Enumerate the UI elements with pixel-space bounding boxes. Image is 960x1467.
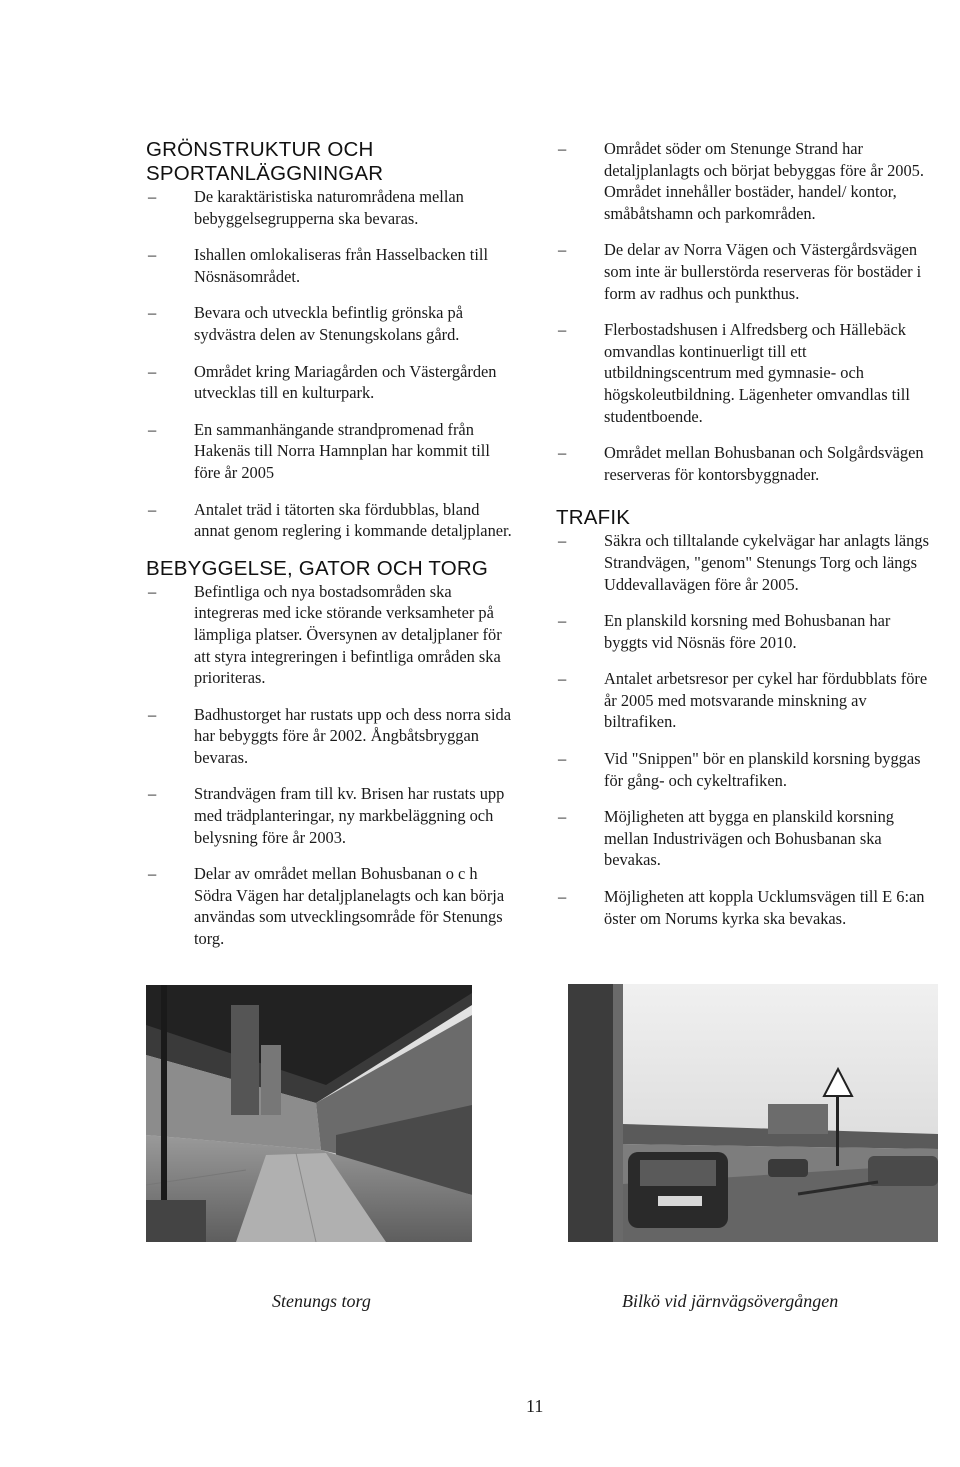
bullet-list: [556, 530, 936, 929]
list-item: [146, 863, 518, 949]
list-item-text: Möjligheten att bygga en planskild korsning mellan Industrivägen och Bohusbanan ska bevakas.: [604, 807, 894, 870]
list-item: [146, 581, 518, 689]
list-item-text: Området söder om Stenunge Strand har detaljplanlagts och börjat bebyggas före år 2005. Området innehåller bostäder, handel/ kontor, småbåtshamn och parkområden.: [604, 139, 924, 223]
list-item: [556, 886, 936, 929]
list-item-text: Ishallen omlokaliseras från Hasselbacken till Nösnäsområdet.: [194, 245, 489, 286]
list-item: [556, 668, 936, 733]
dash-marker: –: [148, 704, 157, 724]
photo-stenungs-torg-image: [146, 985, 472, 1242]
list-item: [146, 704, 518, 769]
section-bostader: [556, 138, 936, 485]
list-item: [556, 748, 936, 791]
list-item: [146, 244, 518, 287]
list-item-text: De delar av Norra Vägen och Västergårdsvägen som inte är bullerstörda reserveras för bostäder i form av radhus och punkthus.: [604, 240, 922, 303]
list-item-text: Antalet träd i tätorten ska fördubblas, bland annat genom reglering i kommande detaljplaner.: [194, 499, 512, 541]
dash-marker: –: [558, 139, 567, 158]
list-item-text: Antalet arbetsresor per cykel har fördubblats före år 2005 med motsvarande minskning av biltrafiken.: [604, 669, 928, 732]
section-heading: TRAFIK: [556, 506, 631, 530]
list-item: [146, 499, 518, 542]
dash-marker: –: [558, 531, 567, 551]
dash-marker: –: [148, 784, 157, 804]
dash-marker: –: [148, 361, 157, 381]
list-item-text: Området kring Mariagården och Västergården utvecklas till en kulturpark.: [194, 361, 497, 403]
list-item-text: Området mellan Bohusbanan och Solgårdsvägen reserveras för kontorsbyggnader.: [604, 443, 924, 484]
list-item-text: En planskild korsning med Bohusbanan har byggts vid Nösnäs före 2010.: [604, 611, 891, 652]
list-item: [556, 319, 936, 427]
dash-marker: –: [558, 749, 567, 769]
list-item: [556, 239, 936, 304]
bullet-list: [146, 581, 518, 950]
list-item-text: Vid "Snippen" bör en planskild korsning byggas för gång- och cykeltrafiken.: [604, 749, 921, 790]
caption-bilko: Bilkö vid järnvägsövergången: [622, 1291, 839, 1311]
bullet-list: [556, 138, 936, 485]
dash-marker: –: [148, 864, 157, 884]
list-item: [146, 783, 518, 848]
photo-bilko: [568, 984, 938, 1242]
list-item: [146, 361, 518, 404]
photo-stenungs-torg: [146, 985, 472, 1242]
list-item: [556, 806, 936, 871]
dash-marker: –: [558, 807, 567, 827]
section-bebyggelse: [146, 557, 518, 950]
list-item: [556, 530, 936, 595]
dash-marker: –: [558, 611, 567, 631]
dash-marker: –: [558, 669, 567, 689]
page-number: 11: [526, 1396, 544, 1416]
list-item: [146, 186, 518, 229]
section-heading: [146, 138, 518, 186]
dash-marker: –: [558, 320, 567, 340]
list-item-text: Möjligheten att koppla Ucklumsvägen till E 6:an öster om Norums kyrka ska bevakas.: [604, 887, 925, 928]
list-item-text: En sammanhängande strandpromenad från Hakenäs till Norra Hamnplan har kommit till före år 2005: [194, 419, 490, 482]
dash-marker: –: [558, 887, 567, 907]
right-column: [556, 138, 936, 944]
left-column: [146, 138, 518, 965]
bullet-list: [146, 186, 518, 542]
dash-marker: –: [148, 581, 157, 601]
dash-marker: –: [148, 187, 157, 206]
list-item-text: Bevara och utveckla befintlig grönska på sydvästra delen av Stenungskolans gård.: [194, 303, 463, 344]
dash-marker: –: [558, 240, 567, 260]
list-item-text: Strandvägen fram till kv. Brisen har rustats upp med trädplanteringar, ny markbeläggning och belysning före år 2003.: [194, 784, 505, 847]
list-item: [146, 419, 518, 484]
list-item-text: Säkra och tilltalande cykelvägar har anlagts längs Strandvägen, "genom" Stenungs Torg och längs Uddevallavägen före år 2005.: [604, 531, 929, 594]
list-item: [556, 610, 936, 653]
section-heading: BEBYGGELSE, GATOR OCH TORG: [146, 556, 489, 580]
list-item-text: Delar av området mellan Bohusbanan o c h Södra Vägen har detaljplanelagts och kan börja användas som utvecklingsområde för Stenungs torg.: [194, 864, 505, 949]
list-item: [556, 442, 936, 485]
caption-stenungs-torg: Stenungs torg: [272, 1291, 371, 1311]
dash-marker: –: [148, 419, 157, 439]
heading-line-2: SPORTANLÄGGNINGAR: [146, 162, 384, 185]
dash-marker: –: [148, 245, 157, 265]
list-item-text: De karaktäristiska naturområdena mellan bebyggelsegrupperna ska bevaras.: [194, 187, 464, 228]
dash-marker: –: [148, 499, 157, 519]
list-item-text: Flerbostadshusen i Alfredsberg och Hällebäck omvandlas kontinuerligt till ett utbildningscentrum med gymnasie- och högskoleutbildning. Lägenheter omvandlas till studentboende.: [604, 320, 910, 426]
list-item-text: Badhustorget har rustats upp och dess norra sida har bebyggts före år 2002. Ångbåtsbryggan bevaras.: [194, 704, 511, 767]
list-item-text: Befintliga och nya bostadsområden ska integreras med icke störande verksamheter på lämpliga platser. Översynen av detaljplaner för att styra integreringen i befintliga områden ska prioriteras.: [194, 581, 502, 688]
dash-marker: –: [558, 443, 567, 463]
section-trafik: [556, 506, 936, 929]
dash-marker: –: [148, 303, 157, 323]
list-item: [146, 302, 518, 345]
list-item: [556, 138, 936, 224]
section-gronstruktur: [146, 138, 518, 542]
photo-bilko-image: [568, 984, 938, 1242]
heading-line-1: GRÖNSTRUKTUR OCH: [146, 138, 374, 161]
